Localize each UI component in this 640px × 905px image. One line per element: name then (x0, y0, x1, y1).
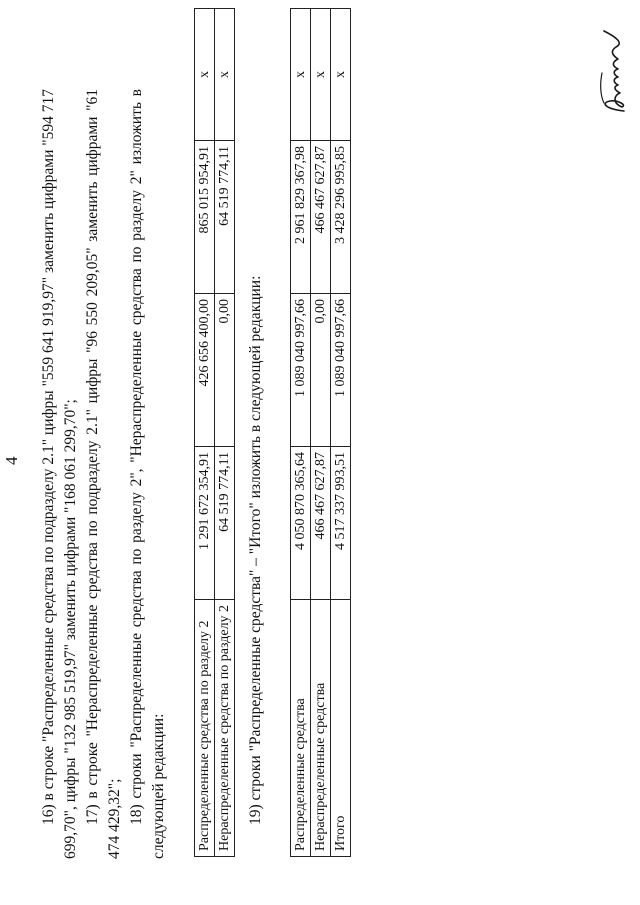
amount-cell: 1 089 040 997,66 (291, 294, 311, 447)
table-row (291, 9, 311, 857)
amount-cell: 426 656 400,00 (195, 293, 215, 446)
mark-cell: x (215, 8, 235, 140)
table-totals (290, 8, 351, 857)
mark-cell: x (311, 9, 331, 141)
table-totals-body (291, 9, 351, 857)
amount-cell: 4 517 337 993,51 (331, 447, 351, 600)
table-row (195, 8, 215, 856)
row-label-cell: Распределенные средства (291, 600, 311, 857)
table-row (215, 8, 235, 856)
mark-cell: x (291, 9, 311, 141)
paragraph-18: 18) строки "Распределенные средства по разделу 2", "Нераспределенные средства по разделу 2" изложить в следующей редакции: (128, 89, 167, 859)
table-section-2-body (195, 8, 235, 856)
amount-cell: 64 519 774,11 (215, 446, 235, 599)
row-label-cell: Нераспределенные средства (311, 600, 331, 857)
amount-cell: 4 050 870 365,64 (291, 447, 311, 600)
paragraph-16: 16) в строке "Распределенные средства по подразделу 2.1" цифры "559 641 919,97" заменить цифрами "594 717 699,70", цифры "132 985 519,97" заменить цифрами "168 061 299,70"; (40, 89, 79, 859)
amount-cell: 0,00 (311, 294, 331, 447)
amount-cell: 1 089 040 997,66 (331, 294, 351, 447)
signature (594, 25, 634, 117)
paragraph-17: 17) в строке "Нераспределенные средства по подразделу 2.1" цифры "96 550 209,05" заменить цифрами "61 474 429,32"; (84, 89, 123, 859)
page-number: 4 (2, 456, 21, 465)
row-label-cell: Итого (331, 600, 351, 857)
table-row (311, 9, 331, 857)
mark-cell: x (195, 8, 215, 140)
amount-cell: 3 428 296 995,85 (331, 141, 351, 294)
mark-cell: x (331, 9, 351, 141)
table-section-2 (194, 8, 235, 857)
amount-cell: 466 467 627,87 (311, 447, 331, 600)
amount-cell: 0,00 (215, 293, 235, 446)
paragraph-19: 19) строки "Распределенные средства" – "Итого" изложить в следующей редакции: (247, 275, 264, 825)
amount-cell: 1 291 672 354,91 (195, 446, 215, 599)
amount-cell: 2 961 829 367,98 (291, 141, 311, 294)
amount-cell: 64 519 774,11 (215, 140, 235, 293)
amount-cell: 865 015 954,91 (195, 140, 215, 293)
row-label-cell: Распределенные средства по разделу 2 (195, 599, 215, 856)
row-label-cell: Нераспределенные средства по разделу 2 (215, 599, 235, 856)
table-row (331, 9, 351, 857)
amount-cell: 466 467 627,87 (311, 141, 331, 294)
